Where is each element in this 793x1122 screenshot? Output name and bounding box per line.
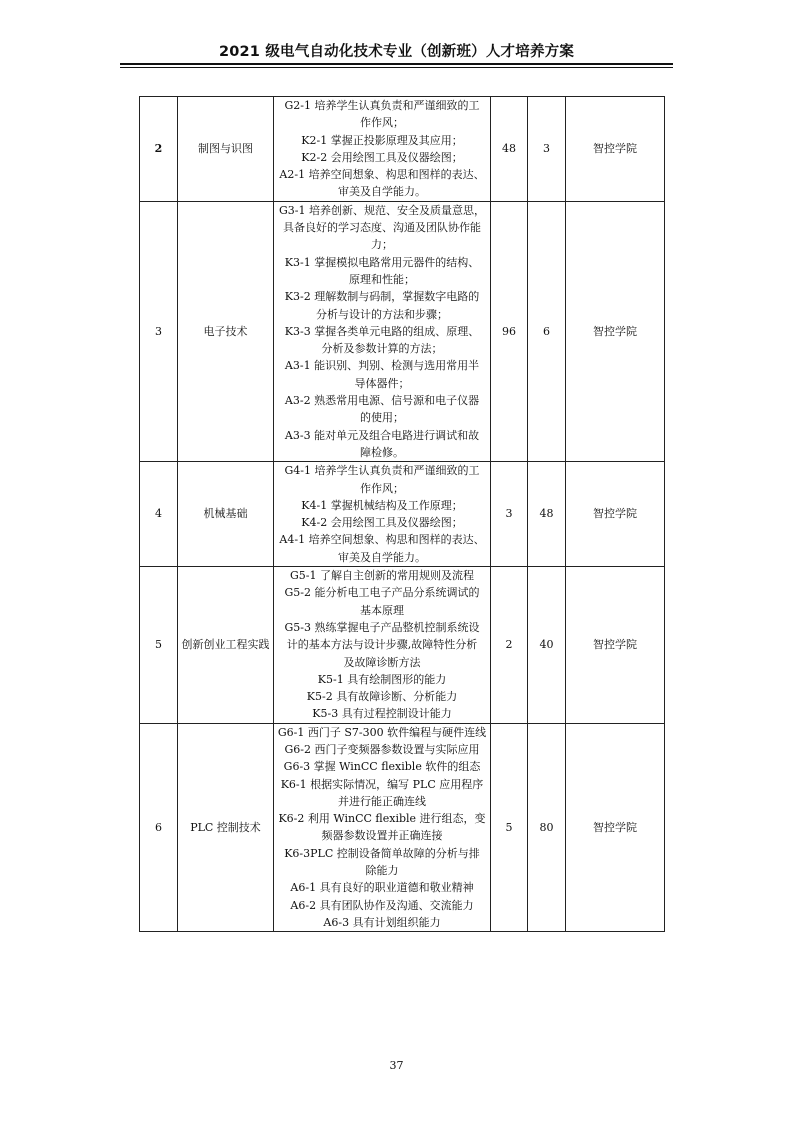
- row-number-cell: 4: [140, 462, 178, 567]
- row-number-cell: 3: [140, 201, 178, 461]
- row-number-cell: 2: [140, 97, 178, 202]
- header-rule-thick: [120, 63, 673, 65]
- objective-line: 障检修。: [360, 445, 404, 459]
- objective-line: 基本原理: [360, 603, 404, 617]
- value-cell-b: 6: [528, 201, 566, 461]
- course-name-cell: 创新创业工程实践: [178, 567, 274, 724]
- objective-line: K3-1 掌握模拟电路常用元器件的结构、: [284, 255, 480, 269]
- value-cell-a: 96: [491, 201, 528, 461]
- table-row: [140, 567, 665, 724]
- objective-line: A3-3 能对单元及组合电路进行调试和故: [284, 428, 480, 442]
- value-cell-a: 2: [491, 567, 528, 724]
- objective-line: 力；: [371, 238, 393, 252]
- department-cell: 智控学院: [566, 97, 665, 202]
- objective-line: K3-3 掌握各类单元电路的组成、原理、: [284, 324, 480, 338]
- department-cell: 智控学院: [566, 723, 665, 932]
- objective-line: K4-2 会用绘图工具及仪器绘图；: [301, 516, 463, 530]
- objective-line: 审美及自学能力。: [338, 550, 426, 564]
- value-cell-b: 40: [528, 567, 566, 724]
- objective-line: K5-1 具有绘制图形的能力: [317, 672, 447, 686]
- objective-line: 作作风；: [360, 116, 404, 130]
- page-number: 37: [389, 1059, 404, 1072]
- objective-line: G2-1 培养学生认真负责和严谨细致的工: [284, 99, 480, 112]
- objective-line: K5-2 具有故障诊断、分析能力: [306, 690, 458, 704]
- objective-line: 计的基本方法与设计步骤,故障特性分析: [286, 638, 478, 652]
- value-cell-b: 48: [528, 462, 566, 567]
- department-cell: 智控学院: [566, 201, 665, 461]
- objective-line: K5-3 具有过程控制设计能力: [312, 707, 452, 721]
- course-name-cell: 制图与识图: [178, 97, 274, 202]
- course-objectives-cell: [274, 723, 491, 932]
- objective-line: A4-1 培养空间想象、构思和图样的表达、: [279, 533, 485, 547]
- course-name-cell: 电子技术: [178, 201, 274, 461]
- objective-line: K3-2 理解数制与码制，掌握数字电路的: [284, 290, 480, 304]
- objective-line: 分析与设计的方法和步骤；: [316, 307, 448, 321]
- objective-line: G5-2 能分析电工电子产品分系统调试的: [284, 586, 480, 600]
- objective-line: K6-2 利用 WinCC flexible 进行组态，变: [278, 812, 486, 826]
- objective-line: K6-3PLC 控制设备简单故障的分析与排: [284, 846, 480, 860]
- objective-line: G4-1 培养学生认真负责和严谨细致的工: [284, 464, 480, 478]
- department-cell: 智控学院: [566, 462, 665, 567]
- objective-line: 审美及自学能力。: [338, 185, 426, 199]
- objective-line: K2-2 会用绘图工具及仪器绘图；: [301, 150, 463, 164]
- row-number-cell: 5: [140, 567, 178, 724]
- table-row: [140, 201, 665, 461]
- value-cell-a: 48: [491, 97, 528, 202]
- objective-line: G5-1 了解自主创新的常用规则及流程: [290, 569, 474, 583]
- course-table-body: [140, 97, 665, 932]
- table-row: [140, 462, 665, 567]
- objective-line: A3-2 熟悉常用电源、信号源和电子仪器: [284, 394, 480, 408]
- header-rule-thin: [120, 67, 673, 68]
- objective-line: 频器参数设置并正确连接: [321, 829, 443, 843]
- objective-line: 作作风；: [360, 481, 404, 495]
- course-objectives-cell: [274, 201, 491, 461]
- objective-line: A6-2 具有团队协作及沟通、交流能力: [290, 898, 474, 912]
- objective-line: 导体器件；: [354, 376, 410, 390]
- course-name-cell: 机械基础: [178, 462, 274, 567]
- course-table: [139, 96, 665, 932]
- objective-line: G5-3 熟练掌握电子产品整机控制系统设: [284, 620, 480, 634]
- objective-line: K2-1 掌握正投影原理及其应用；: [301, 133, 463, 147]
- value-cell-b: 80: [528, 723, 566, 932]
- objective-line: 的使用；: [360, 411, 404, 425]
- table-row: [140, 723, 665, 932]
- objective-line: A2-1 培养空间想象、构思和图样的表达、: [279, 168, 485, 182]
- objective-line: A6-1 具有良好的职业道德和敬业精神: [290, 881, 474, 895]
- value-cell-a: 3: [491, 462, 528, 567]
- objective-line: G6-2 西门子变频器参数设置与实际应用: [284, 742, 480, 756]
- objective-line: 原理和性能；: [349, 272, 415, 286]
- course-objectives-cell: [274, 97, 491, 202]
- department-cell: 智控学院: [566, 567, 665, 724]
- objective-line: 具备良好的学习态度、沟通及团队协作能: [283, 221, 481, 235]
- row-number-cell: 6: [140, 723, 178, 932]
- objective-line: 除能力: [365, 864, 399, 878]
- value-cell-a: 5: [491, 723, 528, 932]
- objective-line: G6-3 掌握 WinCC flexible 软件的组态: [283, 760, 481, 774]
- objective-line: A3-1 能识别、判别、检测与选用常用半: [284, 359, 480, 373]
- objective-line: 分析及参数计算的方法；: [321, 342, 443, 356]
- table-row: [140, 97, 665, 202]
- page-header-title: 2021 级电气自动化技术专业（创新班）人才培养方案: [218, 44, 575, 60]
- course-objectives-cell: [274, 567, 491, 724]
- course-name-cell: PLC 控制技术: [178, 723, 274, 932]
- objective-line: K6-1 根据实际情况，编写 PLC 应用程序: [280, 777, 484, 791]
- objective-line: G6-1 西门子 S7-300 软件编程与硬件连线: [277, 725, 487, 739]
- objective-line: K4-1 掌握机械结构及工作原理；: [301, 498, 463, 512]
- objective-line: 并进行能正确连线: [338, 794, 426, 808]
- value-cell-b: 3: [528, 97, 566, 202]
- objective-line: A6-3 具有计划组织能力: [323, 915, 441, 929]
- objective-line: 及故障诊断方法: [343, 655, 421, 669]
- objective-line: G3-1 培养创新、规范、安全及质量意思，: [279, 203, 485, 217]
- course-objectives-cell: [274, 462, 491, 567]
